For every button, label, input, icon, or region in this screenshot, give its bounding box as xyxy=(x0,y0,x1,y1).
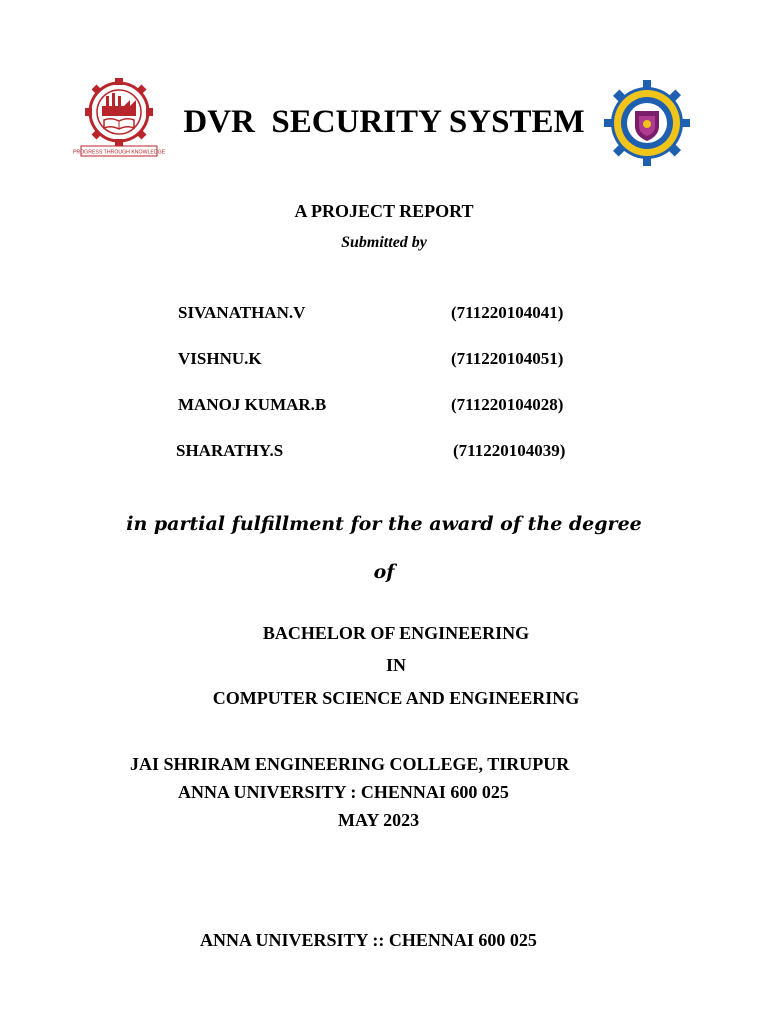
jai-shriram-college-logo xyxy=(604,80,690,166)
footer-university: ANNA UNIVERSITY :: CHENNAI 600 025 xyxy=(200,930,537,950)
university-name: ANNA UNIVERSITY : CHENNAI 600 025 xyxy=(178,782,509,802)
submitted-by: Submitted by xyxy=(341,234,427,251)
report-date: MAY 2023 xyxy=(338,810,420,830)
student-name: SIVANATHAN.V xyxy=(178,303,306,322)
degree-line1: BACHELOR OF ENGINEERING xyxy=(262,623,530,643)
degree-line2: IN xyxy=(385,655,406,675)
logo-motto-text: PROGRESS THROUGH KNOWLEDGE xyxy=(72,149,166,156)
college-name: JAI SHRIRAM ENGINEERING COLLEGE, TIRUPUR xyxy=(130,754,570,774)
student-id: (711220104051) xyxy=(451,349,564,368)
student-id: (711220104028) xyxy=(451,395,564,414)
student-name: MANOJ KUMAR.B xyxy=(178,395,327,414)
student-id: (711220104041) xyxy=(451,303,564,322)
fulfillment-text: in partial fulfillment for the award of the degree xyxy=(126,513,642,535)
degree-line3: COMPUTER SCIENCE AND ENGINEERING xyxy=(212,688,580,708)
student-name: VISHNU.K xyxy=(178,349,262,368)
student-name: SHARATHY.S xyxy=(176,441,284,460)
report-title: DVR SECURITY SYSTEM xyxy=(183,104,585,140)
student-id: (711220104039) xyxy=(453,441,566,460)
report-type: A PROJECT REPORT xyxy=(294,201,474,221)
of-text: of xyxy=(373,561,395,583)
